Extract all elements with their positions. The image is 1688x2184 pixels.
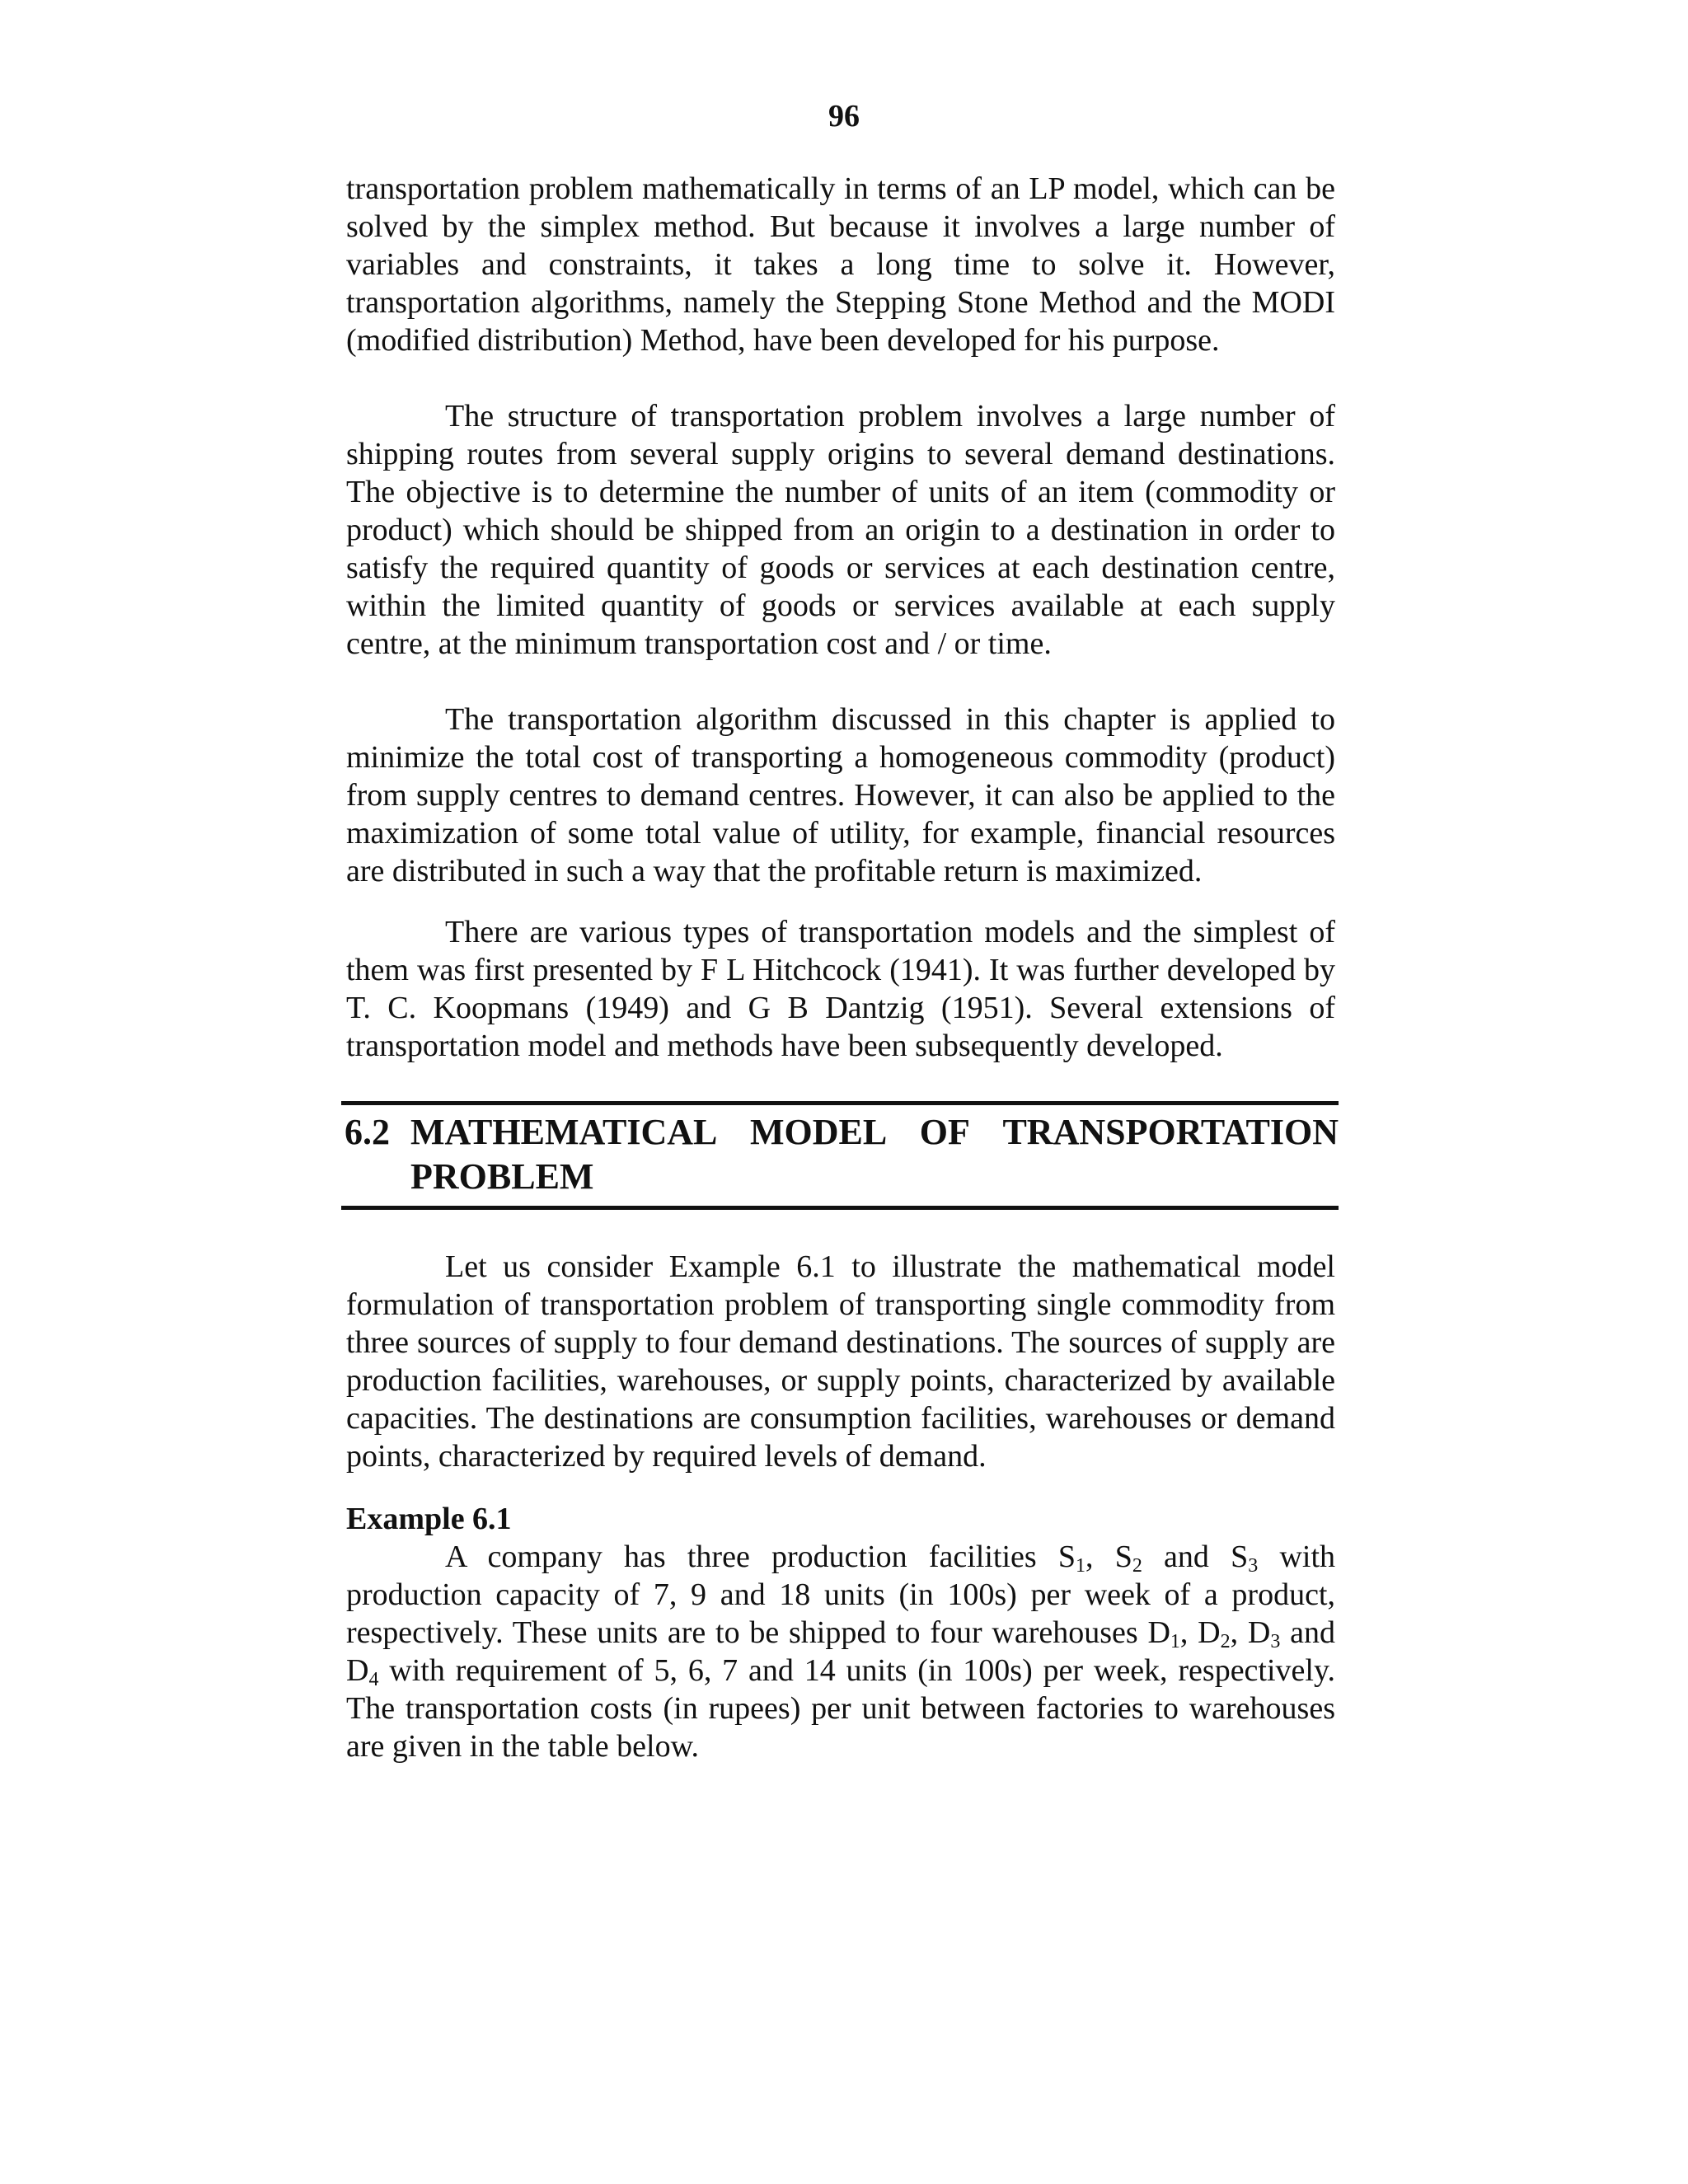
page-body (345, 170, 1339, 1765)
example-label: Example 6.1 (346, 1502, 512, 1536)
paragraph-algorithm: The transportation algorithm discussed in this chapter is applied to minimize the total cost of transporting a homogeneous commodity (product) from supply centres to demand centres. However, it can also be applied to the maximization of some total value of utility, for example, financial resources are distributed in such a way that the profitable return is maximized. (346, 702, 1335, 888)
section-title-line1: MATHEMATICAL MODEL OF TRANSPORTATION (410, 1112, 1339, 1152)
paragraph-intro-continuation: transportation problem mathematically in terms of an LP model, which can be solved by the simplex method. But because it involves a large number of variables and constraints, it takes a long time to solve it. However, transportation algorithms, namely the Stepping Stone Method and the MODI (modified distribution) Method, have been developed for his purpose. (346, 171, 1335, 358)
section-heading (341, 1101, 1339, 1210)
paragraph-section-intro: Let us consider Example 6.1 to illustrate the mathematical model formulation of transportation problem of transporting single commodity from three sources of supply to four demand destinations. The sources of supply are production facilities, warehouses, or supply points, characterized by available capacities. The destinations are consumption facilities, warehouses or demand points, characterized by required levels of demand. (346, 1249, 1335, 1474)
paragraph-example: A company has three production facilities $S_1$, $S_2$ and $S_3$ with production capacity of 7, 9 and 18 units (in 100s) per week of a product, respectively. These units are to be shipped to four warehouses $D_1$, $D_2$, $D_3$ and $D_4$ with requirement of 5, 6, 7 and 14 units (in 100s) per week, respectively. The transportation costs (in rupees) per unit between factories to warehouses are given in the table below. (346, 1540, 1336, 1764)
paragraph-structure: The structure of transportation problem involves a large number of shipping routes from several supply origins to several demand destinations. The objective is to determine the number of units of an item (commodity or product) which should be shipped from an origin to a destination in order to satisfy the required quantity of goods or services at each destination centre, within the limited quantity of goods or services available at each supply centre, at the minimum transportation cost and / or time. (346, 399, 1335, 661)
section-title-line2: PROBLEM (410, 1156, 594, 1197)
paragraph-history: There are various types of transportation models and the simplest of them was first presented by F L Hitchcock (1941). It was further developed by T. C. Koopmans (1949) and G B Dantzig (1951). Several extensions of transportation model and methods have been subsequently developed. (346, 915, 1335, 1063)
page-number: 96 (828, 99, 860, 134)
section-number: 6.2 (345, 1112, 390, 1152)
